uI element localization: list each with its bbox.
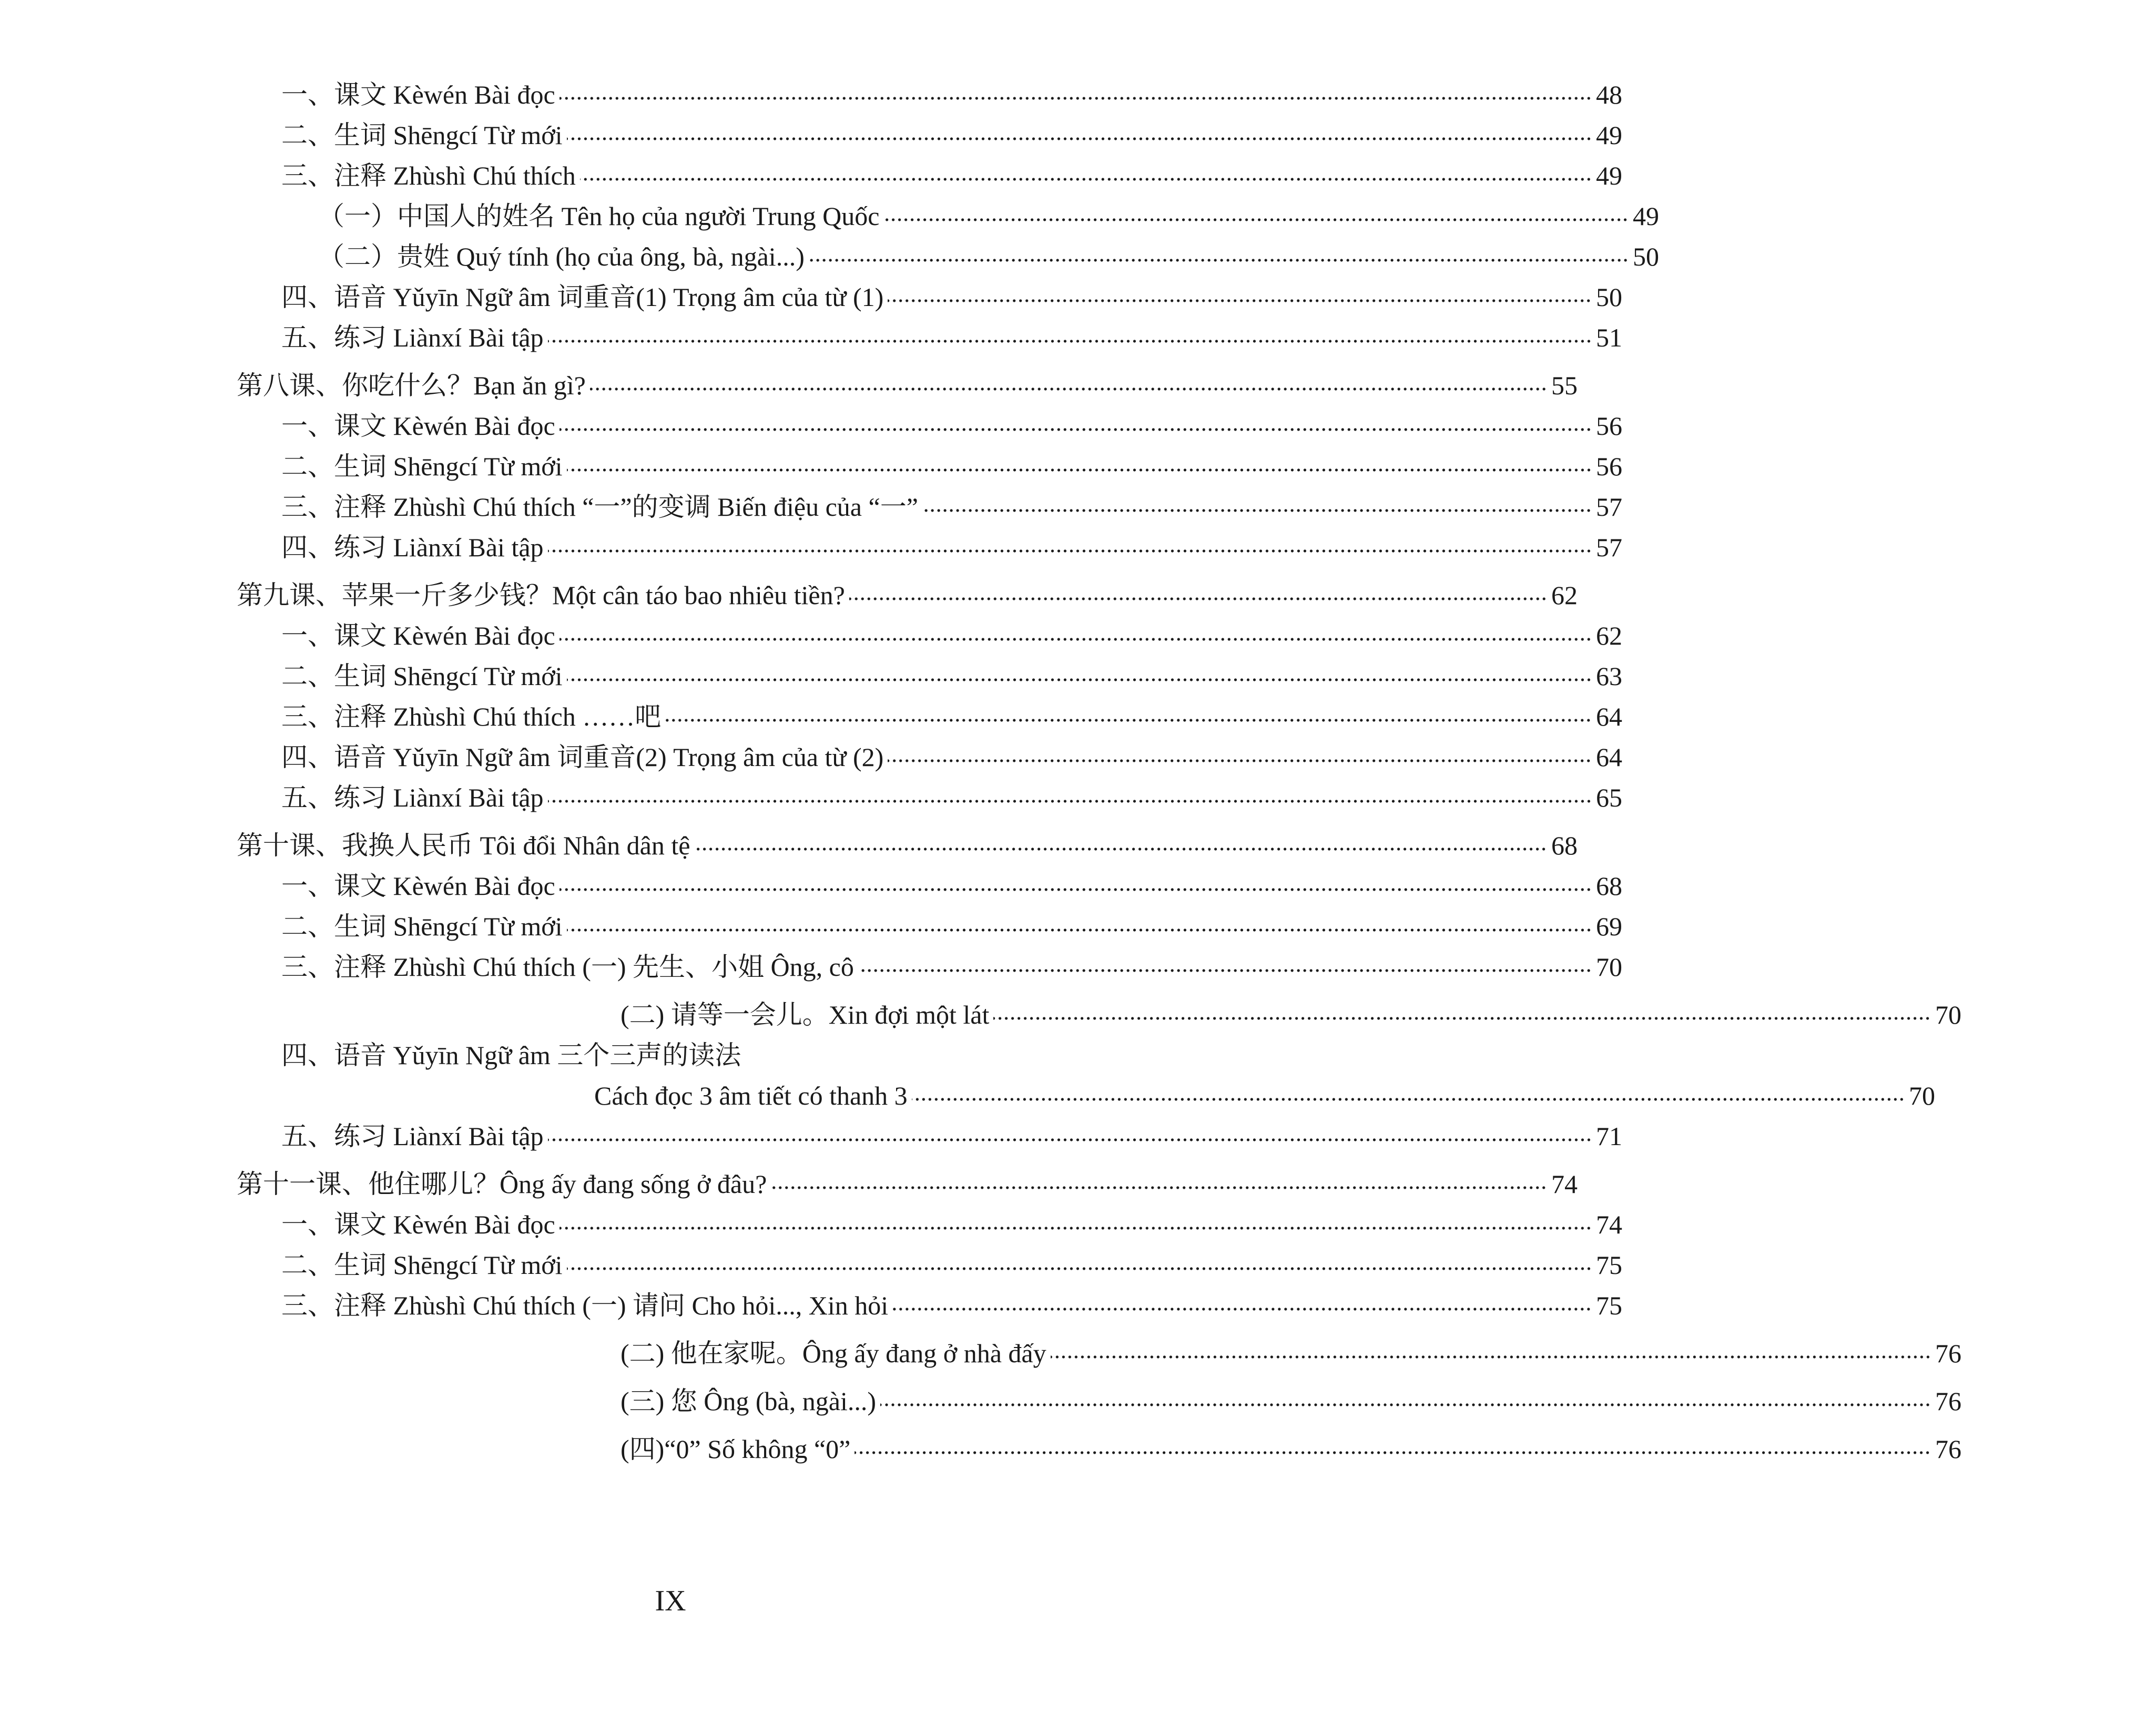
toc-entry[interactable]	[0, 1115, 1817, 1157]
toc-entry[interactable]	[0, 615, 1817, 657]
dot-leader	[567, 677, 1592, 682]
toc-entry-page: 76	[1935, 1339, 1961, 1368]
toc-entry-page: 56	[1596, 452, 1622, 481]
dot-leader	[858, 968, 1592, 973]
toc-entry-page: 70	[1909, 1081, 1935, 1110]
toc-entry-page: 71	[1596, 1121, 1622, 1151]
dot-leader	[560, 637, 1592, 642]
dot-leader	[560, 427, 1592, 432]
toc-entry-title: 四、练习 Liànxí Bài tập	[281, 533, 544, 562]
toc-entry-page: 55	[1551, 371, 1578, 400]
dot-leader	[880, 1402, 1931, 1407]
toc-entry-title: 五、练习 Liànxí Bài tập	[281, 323, 544, 352]
toc-entry-page: 50	[1596, 282, 1622, 312]
toc-entry-title: 一、课文 Kèwén Bài đọc	[281, 80, 555, 109]
toc-entry-page: 62	[1551, 580, 1578, 610]
toc-entry[interactable]	[0, 236, 1854, 278]
toc-entry-title: 第十一课、他住哪儿？Ông ấy đang sống ở đâu?	[237, 1169, 767, 1199]
toc-entry-title: 二、生词 Shēngcí Từ mới	[281, 912, 563, 941]
dot-leader	[922, 508, 1592, 513]
toc-entry[interactable]	[0, 696, 1817, 738]
toc-entry-title: 一、课文 Kèwén Bài đọc	[281, 1210, 555, 1239]
toc-entry-page: 64	[1596, 702, 1622, 731]
toc-entry[interactable]	[0, 317, 1817, 359]
toc-entry[interactable]	[0, 1244, 1817, 1286]
toc-entry-page: 51	[1596, 323, 1622, 352]
toc-entry-page: 70	[1596, 952, 1622, 982]
toc-entry[interactable]	[0, 1203, 1817, 1246]
toc-entry[interactable]	[0, 736, 1817, 778]
dot-leader	[560, 887, 1592, 892]
toc-entry[interactable]	[0, 946, 1817, 988]
dot-leader	[548, 799, 1592, 804]
toc-entry-page: 50	[1633, 242, 1659, 271]
dot-leader	[883, 217, 1629, 222]
toc-entry-title: (四)“0” Số không “0”	[621, 1434, 851, 1464]
toc-entry[interactable]	[0, 155, 1817, 197]
toc-entry-title: 一、课文 Kèwén Bài đọc	[281, 621, 555, 650]
toc-entry-title: 二、生词 Shēngcí Từ mới	[281, 1250, 563, 1280]
dot-leader	[912, 1097, 1905, 1102]
toc-entry[interactable]	[0, 526, 1817, 568]
dot-leader	[1051, 1354, 1931, 1360]
toc-entry-title: 第八课、你吃什么？Bạn ăn gì?	[237, 371, 586, 400]
toc-entry-title: 二、生词 Shēngcí Từ mới	[281, 452, 563, 481]
toc-entry-title: 第九课、苹果一斤多少钱？Một cân táo bao nhiêu tiền?	[237, 580, 845, 610]
toc-entry-continuation[interactable]	[0, 1428, 2156, 1470]
toc-entry-title: 三、注释 Zhùshì Chú thích “一”的变调 Biến điệu của “一”	[281, 492, 918, 522]
toc-entry-title: 五、练习 Liànxí Bài tập	[281, 1121, 544, 1151]
toc-entry-page: 76	[1935, 1386, 1961, 1416]
dot-leader	[809, 258, 1629, 263]
toc-entry-title: 三、注释 Zhùshì Chú thích ……吧	[281, 702, 662, 731]
toc-entry-page: 69	[1596, 912, 1622, 941]
dot-leader	[548, 548, 1592, 554]
dot-leader	[560, 1226, 1592, 1231]
toc-entry-page: 76	[1935, 1434, 1961, 1464]
dot-leader	[567, 1266, 1592, 1271]
toc-entry-title: 第十课、我换人民币 Tôi đổi Nhân dân tệ	[237, 831, 690, 860]
toc-entry-title: 二、生词 Shēngcí Từ mới	[281, 120, 563, 150]
page-number: IX	[655, 1585, 686, 1617]
toc-entry-page: 57	[1596, 492, 1622, 522]
toc-entry-page: 49	[1633, 201, 1659, 231]
dot-leader	[548, 339, 1592, 344]
dot-leader	[855, 1450, 1931, 1455]
toc-entry-title: (三) 您 Ông (bà, ngài...)	[621, 1386, 876, 1416]
toc-entry-page: 56	[1596, 411, 1622, 441]
toc-entry-title: （一）中国人的姓名 Tên họ của người Trung Quốc	[318, 201, 880, 231]
dot-leader	[590, 386, 1547, 392]
toc-entry[interactable]	[0, 865, 1817, 907]
toc-entry[interactable]	[0, 655, 1817, 697]
toc-entry-page: 74	[1551, 1169, 1578, 1199]
toc-entry-title: (二) 他在家呢。Ông ấy đang ở nhà đấy	[621, 1339, 1046, 1368]
toc-entry-page: 75	[1596, 1250, 1622, 1280]
toc-entry-page: 49	[1596, 161, 1622, 190]
toc-entry-title: 三、注释 Zhùshì Chú thích (一) 先生、小姐 Ông, cô	[281, 952, 854, 982]
dot-leader	[567, 136, 1592, 141]
toc-entry[interactable]	[0, 1284, 1817, 1326]
toc-entry[interactable]	[0, 276, 1817, 318]
toc-entry-title: 三、注释 Zhùshì Chú thích	[281, 161, 576, 190]
toc-chapter-entry[interactable]	[0, 574, 1772, 616]
toc-entry-title: 五、练习 Liànxí Bài tập	[281, 783, 544, 812]
dot-leader	[849, 596, 1547, 601]
dot-leader	[567, 927, 1592, 933]
toc-chapter-entry[interactable]	[0, 824, 1772, 866]
toc-entry-page: 74	[1596, 1210, 1622, 1239]
toc-entry-page: 57	[1596, 533, 1622, 562]
toc-entry-title: 四、语音 Yǔyīn Ngữ âm 三个三声的读法	[281, 1040, 741, 1070]
toc-entry-continuation[interactable]	[0, 1332, 2156, 1374]
toc-entry-page: 64	[1596, 742, 1622, 772]
toc-entry-page: 63	[1596, 661, 1622, 691]
toc-entry-page: 48	[1596, 80, 1622, 109]
toc-entry-page: 68	[1551, 831, 1578, 860]
toc-entry-continuation[interactable]	[0, 1075, 2130, 1117]
toc-entry-title: （二）贵姓 Quý tính (họ của ông, bà, ngài...)	[318, 242, 805, 271]
toc-entry[interactable]	[0, 905, 1817, 947]
dot-leader	[892, 1307, 1592, 1312]
toc-chapter-entry[interactable]	[0, 364, 1772, 406]
toc-entry-page: 62	[1596, 621, 1622, 650]
dot-leader	[580, 177, 1592, 182]
toc-entry-title: Cách đọc 3 âm tiết có thanh 3	[594, 1081, 908, 1110]
dot-leader	[888, 298, 1592, 303]
toc-entry-title: 四、语音 Yǔyīn Ngữ âm 词重音(1) Trọng âm của từ (1)	[281, 282, 884, 312]
dot-leader	[548, 1137, 1592, 1142]
toc-entry-title: 四、语音 Yǔyīn Ngữ âm 词重音(2) Trọng âm của từ (2)	[281, 742, 884, 772]
dot-leader	[665, 718, 1592, 723]
toc-chapter-entry[interactable]	[0, 1163, 1772, 1205]
dot-leader	[771, 1185, 1547, 1190]
toc-entry[interactable]	[0, 1034, 1817, 1076]
toc-entry[interactable]	[0, 445, 1817, 487]
dot-leader	[567, 467, 1592, 473]
toc-entry[interactable]	[0, 114, 1817, 156]
toc-entry-page: 70	[1935, 1000, 1961, 1029]
toc-entry[interactable]	[0, 405, 1817, 447]
toc-entry-continuation[interactable]	[0, 994, 2156, 1036]
toc-entry-title: 一、课文 Kèwén Bài đọc	[281, 411, 555, 441]
toc-entry-title: 一、课文 Kèwén Bài đọc	[281, 871, 555, 901]
dot-leader	[993, 1016, 1931, 1021]
toc-entry-title: 三、注释 Zhùshì Chú thích (一) 请问 Cho hỏi..., Xin hỏi	[281, 1291, 889, 1320]
dot-leader	[694, 846, 1547, 852]
toc-entry[interactable]	[0, 195, 1854, 237]
toc-entry-page: 49	[1596, 120, 1622, 150]
toc-entry-page: 75	[1596, 1291, 1622, 1320]
toc-entry-title: 二、生词 Shēngcí Từ mới	[281, 661, 563, 691]
toc-entry[interactable]	[0, 74, 1817, 116]
toc-entry-continuation[interactable]	[0, 1380, 2156, 1422]
toc-entry-page: 65	[1596, 783, 1622, 812]
toc-entry-title: (二) 请等一会儿。Xin đợi một lát	[621, 1000, 990, 1029]
toc-entry[interactable]	[0, 777, 1817, 819]
toc-entry[interactable]	[0, 486, 1817, 528]
dot-leader	[888, 758, 1592, 763]
toc-entry-page: 68	[1596, 871, 1622, 901]
dot-leader	[560, 96, 1592, 101]
